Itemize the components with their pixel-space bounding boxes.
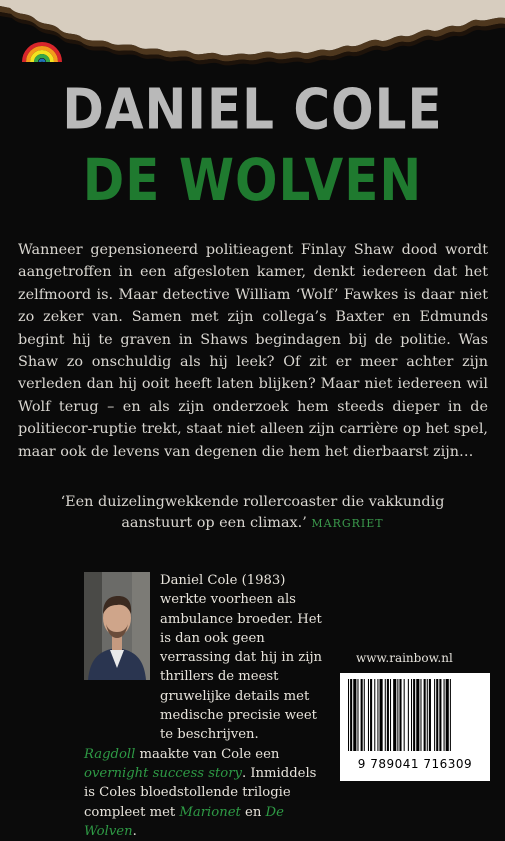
barcode-bar <box>370 679 372 751</box>
barcode-bar <box>374 679 375 751</box>
quote-text: ‘Een duizelingwekkende rollercoaster die vakkundig aanstuurt op een climax.’ <box>60 494 445 531</box>
barcode-bar <box>429 679 431 751</box>
rainbow-logo <box>20 22 64 66</box>
bio-book-de-wolven: De Wolven <box>84 804 284 839</box>
barcode-bar <box>413 679 415 751</box>
barcode-bar <box>439 679 441 751</box>
barcode-bar <box>390 679 391 751</box>
barcode-bar <box>399 679 401 751</box>
barcode-bars <box>340 673 490 755</box>
bio-text-5: . <box>132 823 137 839</box>
quote-source: MARGRIET <box>311 517 384 530</box>
barcode-bar <box>436 679 438 751</box>
author-bio <box>84 571 324 841</box>
barcode-bar <box>357 679 358 751</box>
author-name: DANIEL COLE <box>62 76 443 142</box>
barcode-bar <box>364 679 365 751</box>
barcode-bar <box>434 679 435 751</box>
barcode-bar <box>380 679 383 751</box>
barcode-bar <box>353 679 356 751</box>
barcode-bar <box>416 679 419 751</box>
barcode-bar <box>385 679 386 751</box>
isbn-number: 9 789041 716309 <box>357 757 473 771</box>
bio-text: Daniel Cole (1983) werkte voorheen als ambulance broeder. Het is dan ook geen verrassing dat hij in zijn thrillers de meest gruwelijke details met medische precisie weet te beschrijven. <box>160 573 323 743</box>
barcode-bar <box>446 679 449 751</box>
barcode-bar <box>444 679 445 751</box>
bio-book-ragdoll: Ragdoll <box>84 746 136 762</box>
barcode-bar <box>450 679 451 751</box>
publisher-website: www.rainbow.nl <box>356 651 453 665</box>
barcode-bar <box>420 679 421 751</box>
barcode-bar <box>361 679 363 751</box>
barcode-bar <box>411 679 412 751</box>
barcode-bar <box>368 679 369 751</box>
bio-book-marionet: Marionet <box>179 804 241 820</box>
barcode-bar <box>387 679 389 751</box>
barcode-bar <box>350 679 352 751</box>
barcode-bar <box>393 679 396 751</box>
barcode-bar <box>377 679 378 751</box>
barcode-bar <box>408 679 409 751</box>
book-title: DE WOLVEN <box>82 146 423 214</box>
bio-text-2: maakte van Cole een <box>135 746 280 762</box>
barcode-bar <box>397 679 398 751</box>
barcode-bar <box>404 679 405 751</box>
burnt-paper-edge <box>0 0 505 70</box>
bio-phrase: overnight success story <box>84 765 242 781</box>
barcode-bar <box>424 679 426 751</box>
bio-text-3: . Inmiddels is Coles bloedstollende trilogie compleet met <box>84 765 317 820</box>
barcode-bar <box>348 679 349 751</box>
blurb-text: Wanneer gepensioneerd politieagent Finlay Shaw dood wordt aangetroffen in een afgesloten kamer, denkt iedereen dat het zelfmoord is. Maar detective William ‘Wolf’ Fawkes is daar niet zo zeker van. Samen met zijn collega’s Baxter en Edmunds begint hij te graven in Shaws begindagen bij de politie. Was Shaw zo onschuldig als hij leek? Of zit er meer achter zijn verleden dan hij ooit heeft laten blijken? Maar niet iedereen wil Wolf terug – en als zijn onderzoek hem steeds dieper in de politiecor-ruptie trekt, staat niet alleen zijn carrière op het spel, maar ook de levens van degenen die hem het dierbaarst zijn… <box>18 242 488 460</box>
barcode-bar <box>427 679 428 751</box>
review-quote <box>30 492 475 534</box>
bio-text-4: en <box>240 804 266 820</box>
